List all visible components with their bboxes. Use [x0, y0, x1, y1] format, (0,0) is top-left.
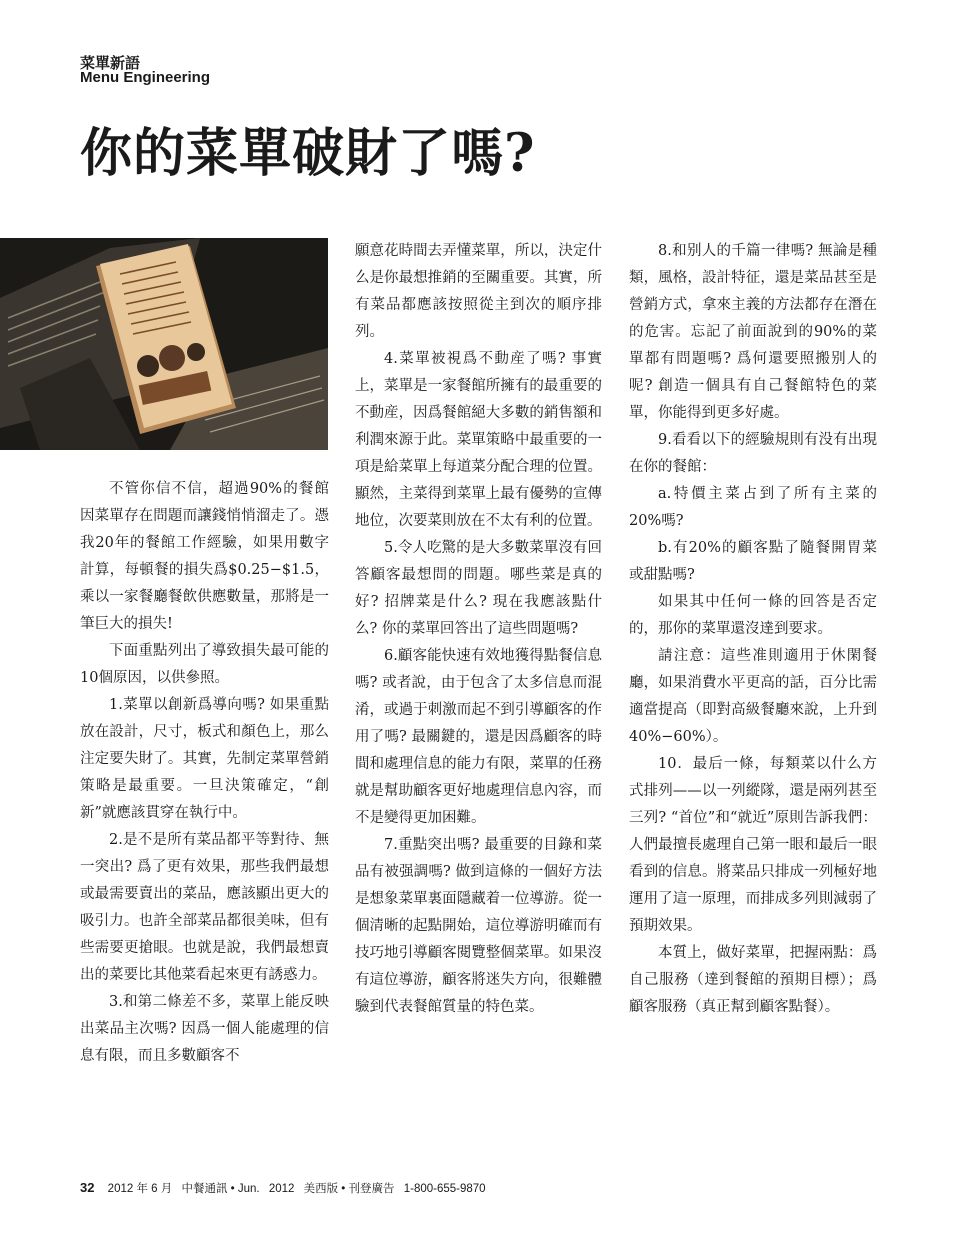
footer-phone: 1-800-655-9870 [403, 1183, 486, 1195]
paragraph: 5.令人吃驚的是大多數菜單沒有回答顧客最想問的問題。哪些菜是真的好? 招牌菜是什么? 現在我應該點什么? 你的菜單回答出了這些問題嗎? [355, 540, 602, 637]
page-number: 32 [80, 1180, 95, 1195]
footer-date: 2012 年 6 月 [107, 1183, 173, 1195]
page-footer [80, 1180, 492, 1196]
article-column-2 [355, 238, 602, 1021]
menu-photo-illustration [0, 238, 328, 450]
paragraph: 不管你信不信，超過90%的餐館因菜單存在問題而讓錢悄悄溜走了。憑我20年的餐館工作經驗，如果用數字計算，每頓餐的損失爲$0.25−$1.5，乘以一家餐廳餐飲供應數量，那將是一筆巨大的損失! [80, 481, 329, 632]
article-column-3 [629, 238, 877, 1021]
section-label-english: Menu Engineering [80, 69, 211, 86]
paragraph: 10．最后一條，每類菜以什么方式排列——以一列縱隊，還是兩列甚至三列? “首位”和“就近”原則告訴我們：人們最擅長處理自己第一眼和最后一眼看到的信息。將菜品只排成一列極好地運用了這一原理，而排成多列則減弱了預期效果。 [629, 756, 877, 934]
paragraph: 本質上，做好菜單，把握兩點：爲自己服務（達到餐館的預期目標）；爲顧客服務（真正幫到顧客點餐）。 [629, 945, 877, 1015]
footer-magazine: 中餐通訊 • Jun. [181, 1183, 260, 1195]
paragraph: 9.看看以下的經驗規則有没有出現在你的餐館： [629, 432, 877, 475]
paragraph: a.特價主菜占到了所有主菜的20%嗎? [629, 486, 877, 529]
article-title: 你的菜單破財了嗎? [80, 123, 536, 184]
article-column-1 [80, 476, 329, 1070]
paragraph: 7.重點突出嗎? 最重要的目錄和菜品有被强調嗎? 做到這條的一個好方法是想象菜單裏面隱藏着一位導游。從一個清晰的起點開始，這位導游明確而有技巧地引導顧客閱覽整個菜單。如果沒有這位導游，顧客將迷失方向，很難體驗到代表餐館質量的特色菜。 [355, 837, 602, 1015]
paragraph: 4.菜單被視爲不動産了嗎? 事實上，菜單是一家餐館所擁有的最重要的不動産，因爲餐館絕大多數的銷售額和利潤來源于此。菜單策略中最重要的一項是給菜單上每道菜分配合理的位置。顯然，主菜得到菜單上最有優勢的宣傳地位，次要菜則放在不太有利的位置。 [355, 351, 602, 529]
paragraph: 8.和别人的千篇一律嗎? 無論是種類，風格，設計特征，還是菜品甚至是營銷方式，拿來主義的方法都存在潛在的危害。忘記了前面說到的90%的菜單都有問題嗎? 爲何還要照搬别人的呢? 創造一個具有自己餐館特色的菜單，你能得到更多好處。 [629, 243, 877, 421]
paragraph: b.有20%的顧客點了隨餐開胃菜或甜點嗎? [629, 540, 877, 583]
paragraph: 3.和第二條差不多，菜單上能反映出菜品主次嗎? 因爲一個人能處理的信息有限，而且多數顧客不 [80, 994, 329, 1064]
paragraph: 2.是不是所有菜品都平等對待、無一突出? 爲了更有效果，那些我們最想或最需要賣出的菜品，應該顯出更大的吸引力。也許全部菜品都很美味，但有些需要更搶眼。也就是說，我們最想賣出的菜要比其他菜看起來更有誘惑力。 [80, 832, 329, 983]
paragraph: 下面重點列出了導致損失最可能的10個原因，以供參照。 [80, 643, 329, 686]
section-label-chinese: 菜單新語 [80, 54, 141, 72]
menu-photo [0, 238, 328, 450]
paragraph: 6.顧客能快速有效地獲得點餐信息嗎? 或者說，由于包含了太多信息而混淆，或過于刺激而起不到引導顧客的作用了嗎? 最關鍵的，還是因爲顧客的時間和處理信息的能力有限，菜單的任務就是幫助顧客更好地處理信息內容，而不是變得更加困難。 [355, 648, 602, 826]
footer-year: 2012 [268, 1183, 295, 1195]
paragraph: 請注意：這些准則適用于休閑餐廳，如果消費水平更高的話，百分比需適當提高（即對高級餐廳來說，上升到40%−60%）。 [629, 648, 877, 745]
paragraph: 願意花時間去弄懂菜單，所以，決定什么是你最想推銷的至關重要。其實，所有菜品都應該按照從主到次的順序排列。 [355, 243, 602, 340]
paragraph: 如果其中任何一條的回答是否定的，那你的菜單還沒達到要求。 [629, 594, 877, 637]
footer-edition: 美西版 • 刊登廣告 [303, 1183, 395, 1195]
paragraph: 1.菜單以創新爲導向嗎? 如果重點放在設計，尺寸，板式和顏色上，那么注定要失財了。其實，先制定菜單營銷策略是最重要。一旦決策確定，“創新”就應該貫穿在執行中。 [80, 697, 329, 821]
